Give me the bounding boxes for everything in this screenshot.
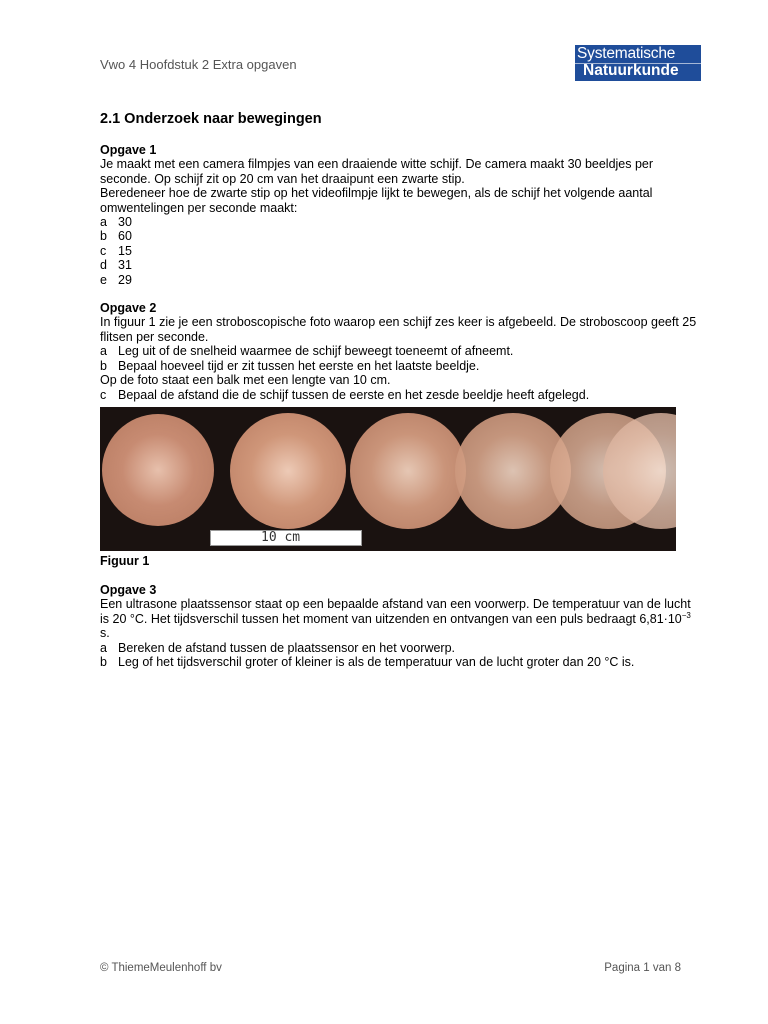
logo-line1: Systematische — [577, 45, 676, 62]
footer-page-number: Pagina 1 van 8 — [604, 962, 681, 974]
opgave-2-title: Opgave 2 — [100, 301, 157, 316]
opgave-3 — [100, 583, 700, 669]
disc-image-1 — [102, 414, 214, 526]
section-title: 2.1 Onderzoek naar bewegingen — [100, 111, 322, 127]
disc-image-3 — [350, 413, 466, 529]
publisher-logo — [575, 45, 701, 81]
opgave-2-text2: Op de foto staat een balk met een lengte van 10 cm. — [100, 373, 391, 388]
list-item: a Leg uit of de snelheid waarmee de schijf beweegt toeneemt of afneemt. — [100, 344, 514, 359]
logo-line2: Natuurkunde — [583, 62, 679, 79]
disc-image-2 — [230, 413, 346, 529]
list-item: a Bereken de afstand tussen de plaatssensor en het voorwerp. — [100, 640, 456, 655]
document-header-title: Vwo 4 Hoofdstuk 2 Extra opgaven — [100, 57, 297, 72]
footer-copyright: © ThiemeMeulenhoff bv — [100, 962, 222, 974]
list-item: b 60 — [100, 229, 132, 244]
list-item: a 30 — [100, 215, 132, 230]
list-item: b Bepaal hoeveel tijd er zit tussen het eerste en het laatste beeldje. — [100, 358, 480, 373]
list-item: c 15 — [100, 243, 132, 258]
list-item: d 31 — [100, 258, 132, 273]
opgave-3-text1: Een ultrasone plaatssensor staat op een bepaalde afstand van een voorwerp. De temperatuur van de lucht is 20 °C. Het tijdsverschil tussen het moment van uitzenden en ontvangen van een puls bedraagt $6,81\cdot 10^{-3}$ s. — [100, 597, 691, 641]
opgave-1-title: Opgave 1 — [100, 143, 157, 157]
opgave-2 — [100, 301, 700, 402]
figure-caption: Figuur 1 — [100, 554, 150, 568]
stroboscopic-photo — [100, 407, 676, 551]
list-item: c Bepaal de afstand die de schijf tussen de eerste en het zesde beeldje heeft afgelegd. — [100, 387, 590, 402]
scale-bar-label: 10 cm — [261, 530, 301, 545]
opgave-2-text1: In figuur 1 zie je een stroboscopische foto waarop een schijf zes keer is afgebeeld. De stroboscoop geeft 25 flitsen per seconde. — [100, 315, 697, 344]
opgave-1-text1: Je maakt met een camera filmpjes van een draaiende witte schijf. De camera maakt 30 beeldjes per seconde. Op schijf zit op 20 cm van het draaipunt een zwarte stip. — [100, 157, 654, 186]
opgave-1-text2: Beredeneer hoe de zwarte stip op het videofilmpje lijkt te bewegen, als de schijf het volgende aantal omwentelingen per seconde maakt: — [100, 186, 653, 215]
opgave-1 — [100, 143, 700, 287]
list-item: e 29 — [100, 272, 132, 287]
main-content — [100, 110, 700, 416]
opgave-3-title: Opgave 3 — [100, 583, 157, 597]
scale-bar — [210, 530, 362, 546]
list-item: b Leg of het tijdsverschil groter of kleiner is als de temperatuur van de lucht groter dan 20 °C is. — [100, 655, 635, 670]
